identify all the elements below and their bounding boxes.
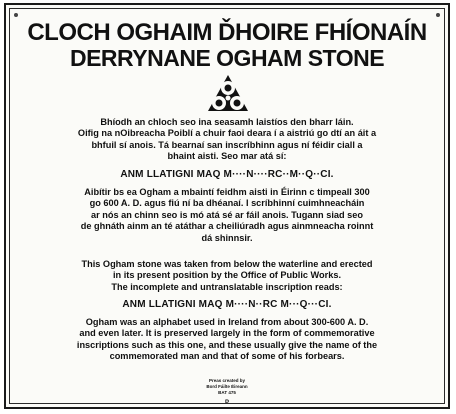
text-line: and even later. It is preserved largely in the form of commemorative (79, 328, 375, 339)
text-line: inscriptions such as this one, and these usually give the name of the (76, 339, 378, 350)
screw-top-right (436, 13, 440, 17)
irish-paragraph-2 (6, 187, 448, 244)
inscription-english: ANM LLATIGNI MAQ M····N··RC M···Q···CI. (122, 299, 332, 310)
credit-line: BAT 475 (218, 390, 236, 395)
credit-line: Bord Fáilte Éireann (206, 384, 248, 389)
text-line: in its present position by the Office of Public Works. (112, 270, 341, 281)
footer-mark: P (224, 400, 229, 406)
text-line: bhaint aisti. Seo mar atá sí: (167, 151, 287, 162)
text-line: Aibítir bs ea Ogham a mbaintí feidhm aisti in Éirinn c timpeall 300 (84, 187, 370, 197)
credit-line: Preas created by (208, 378, 246, 383)
english-paragraph-2 (6, 317, 448, 363)
text-line: Ogham was an alphabet used in Ireland from about 300-600 A. D. (85, 317, 369, 327)
sign-title-irish: CLOCH OGHAIM ĎHOIRE FHÍONAÍN (27, 19, 427, 46)
ogham-stone-sign (4, 3, 450, 409)
text-line: Bhíodh an chloch seo ina seasamh laistíos den bharr láin. (100, 117, 354, 127)
text-line: dá shinnsir. (201, 232, 253, 243)
screw-top-left (14, 13, 18, 17)
text-line: go 600 A. D. agus fiú ní ba dhéanaí. I scríbhinní cuimhneacháin (89, 198, 365, 209)
text-line: bhfuil sí anois. Tá bearnaí san inscríbhinn agus ní féidir ciall a (91, 139, 363, 150)
inscription-irish: ANM LLATIGNI MAQ M····N····RC··M··Q··CI. (120, 169, 334, 180)
text-line: The incomplete and untranslatable inscription reads: (111, 281, 343, 292)
irish-paragraph-1 (6, 117, 448, 163)
triskele-emblem-icon (206, 73, 250, 117)
text-line: ar nós an chinn seo is mó atá sé ar fáil anois. Tugann siad seo (91, 209, 363, 220)
english-paragraph-1 (6, 259, 448, 293)
text-line: commemorated man and that of some of his forbears. (109, 351, 345, 362)
text-line: de ghnáth ainm an té atáthar a cheiliúradh agus ainmneacha roinnt (80, 221, 374, 232)
credit-block (6, 378, 448, 396)
text-line: This Ogham stone was taken from below the waterline and erected (81, 259, 373, 269)
text-line: Oifig na nOibreacha Poiblí a chuir faoi deara í a aistriú go dtí an áit a (77, 128, 377, 139)
sign-title-english: DERRYNANE OGHAM STONE (69, 45, 385, 71)
